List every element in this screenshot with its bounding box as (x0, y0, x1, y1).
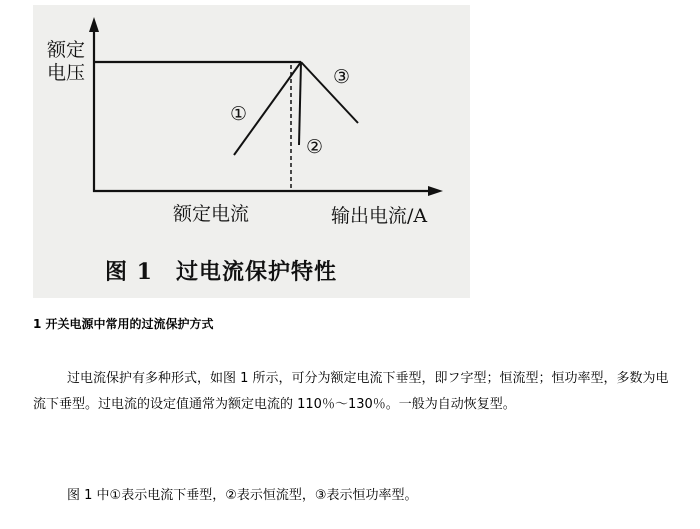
characteristic-diagram (33, 5, 470, 298)
curve-marker-3: ③ (333, 66, 351, 88)
x-axis-label: 输出电流/A (331, 205, 428, 227)
y-axis-label-line2: 电压 (47, 62, 86, 84)
curve-marker-1: ① (230, 103, 248, 125)
x-axis-arrowhead (428, 186, 443, 196)
y-axis-label (47, 39, 85, 85)
figure-caption: 图 1 过电流保护特性 (105, 259, 337, 285)
figure-over-current-protection (33, 5, 470, 298)
paragraph-protection-types: 过电流保护有多种形式，如图 1 所示，可分为额定电流下垂型，即フ字型；恒流型；恒功率型，多数为电流下垂型。过电流的设定值通常为额定电流的 110％～130％。一般为自动恢复型。 (33, 371, 669, 412)
paragraph-figure-legend: 图 1 中①表示电流下垂型，②表示恒流型，③表示恒功率型。 (67, 488, 418, 503)
curve-constant-current (299, 62, 301, 145)
y-axis-label-line1: 额定 (47, 39, 86, 61)
x-tick-label-rated-current: 额定电流 (173, 203, 250, 225)
section-title: 1 开关电源中常用的过流保护方式 (33, 317, 214, 331)
y-axis-arrowhead (89, 17, 99, 32)
curve-marker-2: ② (306, 136, 324, 158)
